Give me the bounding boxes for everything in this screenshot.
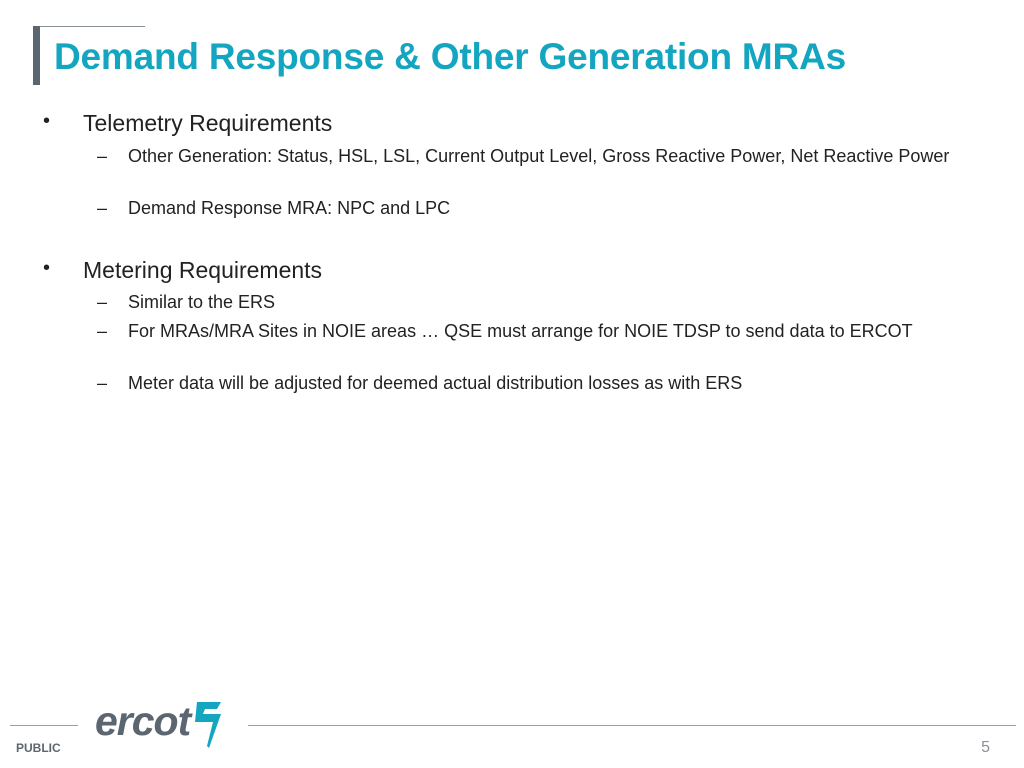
sub-bullet-demand-response [97, 196, 988, 220]
bullet-heading: Telemetry Requirements [83, 110, 333, 136]
sub-bullet-meter-data [97, 371, 988, 395]
title-accent-bar [33, 26, 40, 85]
sub-bullet-text: Demand Response MRA: NPC and LPC [128, 198, 451, 218]
sub-bullet-other-generation [97, 144, 988, 168]
bullet-marker: • [43, 110, 51, 132]
bullet-metering-requirements [43, 257, 323, 284]
lightning-bolt-icon [191, 700, 227, 750]
sub-bullet-noie-areas [97, 319, 988, 343]
bullet-heading: Metering Requirements [83, 257, 323, 283]
ercot-logo [95, 698, 230, 752]
sub-bullet-text: Meter data will be adjusted for deemed actual distribution losses as with ERS [128, 373, 743, 393]
classification-label: PUBLIC [16, 741, 61, 755]
dash-marker: – [97, 321, 108, 341]
sub-bullet-text: For MRAs/MRA Sites in NOIE areas … QSE must arrange for NOIE TDSP to send data to ERCOT [128, 321, 913, 341]
dash-marker: – [97, 198, 108, 218]
bullet-telemetry-requirements [43, 110, 333, 137]
title-top-rule [40, 26, 145, 27]
bullet-marker: • [43, 257, 51, 279]
sub-bullet-text: Other Generation: Status, HSL, LSL, Current Output Level, Gross Reactive Power, Net Reactive Power [128, 146, 950, 166]
footer-rule-left [10, 725, 78, 726]
dash-marker: – [97, 292, 108, 312]
page-number: 5 [981, 739, 990, 756]
sub-bullet-text: Similar to the ERS [128, 292, 276, 312]
slide-title: Demand Response & Other Generation MRAs [54, 36, 846, 77]
sub-bullet-similar-ers [97, 290, 988, 314]
footer-rule-right [248, 725, 1016, 726]
logo-wordmark: ercot [95, 698, 191, 744]
dash-marker: – [97, 146, 108, 166]
dash-marker: – [97, 373, 108, 393]
